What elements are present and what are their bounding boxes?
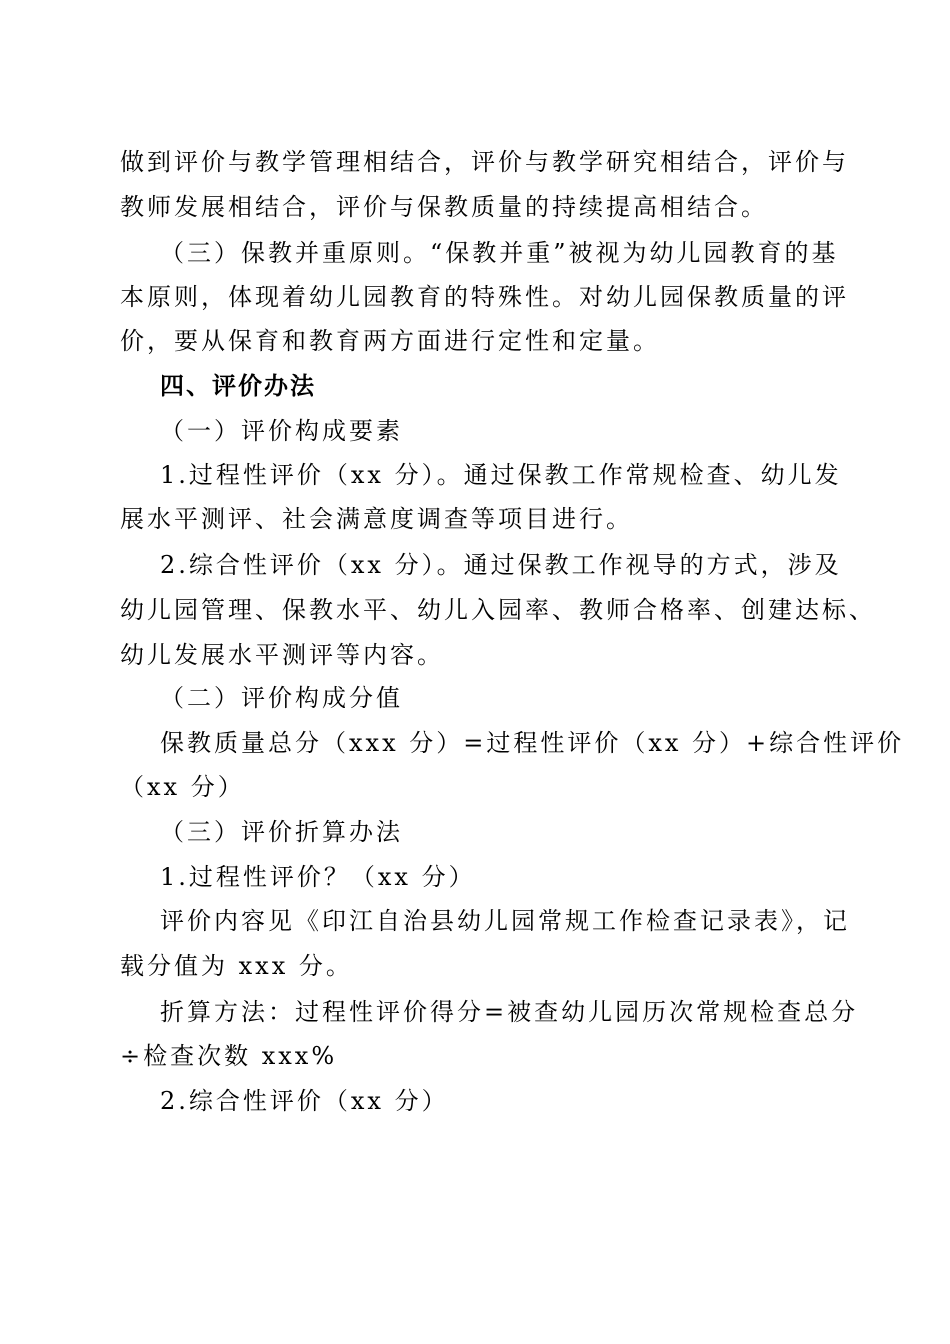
paragraph-line: 载分值为 xxx 分。 (120, 952, 353, 980)
subsection-heading: （一）评价构成要素 (160, 417, 403, 445)
paragraph-line: 做到评价与教学管理相结合，评价与教学研究相结合，评价与 (120, 148, 849, 176)
subsection-heading: （二）评价构成分值 (160, 684, 403, 712)
paragraph-line: 幼儿园管理、保教水平、幼儿入园率、教师合格率、创建达标、 (120, 596, 876, 624)
paragraph-line: （三）保教并重原则。“保教并重”被视为幼儿园教育的基 (160, 239, 839, 267)
paragraph-line: 评价内容见《印江自治县幼儿园常规工作检查记录表》，记 (160, 907, 850, 935)
paragraph-line: 1.过程性评价？（xx 分） (160, 863, 476, 891)
paragraph-line: 2.综合性评价（xx 分） (160, 1087, 449, 1115)
section-heading: 四、评价办法 (160, 371, 316, 400)
formula-line: （xx 分） (120, 773, 245, 801)
paragraph-line: 2.综合性评价（xx 分）。通过保教工作视导的方式，涉及 (160, 551, 842, 579)
paragraph-line: 价，要从保育和教育两方面进行定性和定量。 (120, 327, 660, 355)
paragraph-line: 幼儿发展水平测评等内容。 (120, 641, 444, 669)
paragraph-line: 1.过程性评价（xx 分）。通过保教工作常规检查、幼儿发 (160, 461, 842, 489)
formula-line: ÷检查次数 xxx% (120, 1042, 338, 1070)
formula-line: 保教质量总分（xxx 分）=过程性评价（xx 分）+综合性评价 (160, 729, 905, 757)
paragraph-line: 本原则，体现着幼儿园教育的特殊性。对幼儿园保教质量的评 (120, 283, 849, 311)
subsection-heading: （三）评价折算办法 (160, 818, 403, 846)
paragraph-line: 展水平测评、社会满意度调查等项目进行。 (120, 505, 633, 533)
paragraph-line: 教师发展相结合，评价与保教质量的持续提高相结合。 (120, 193, 768, 221)
formula-line: 折算方法：过程性评价得分=被查幼儿园历次常规检查总分 (160, 998, 859, 1026)
